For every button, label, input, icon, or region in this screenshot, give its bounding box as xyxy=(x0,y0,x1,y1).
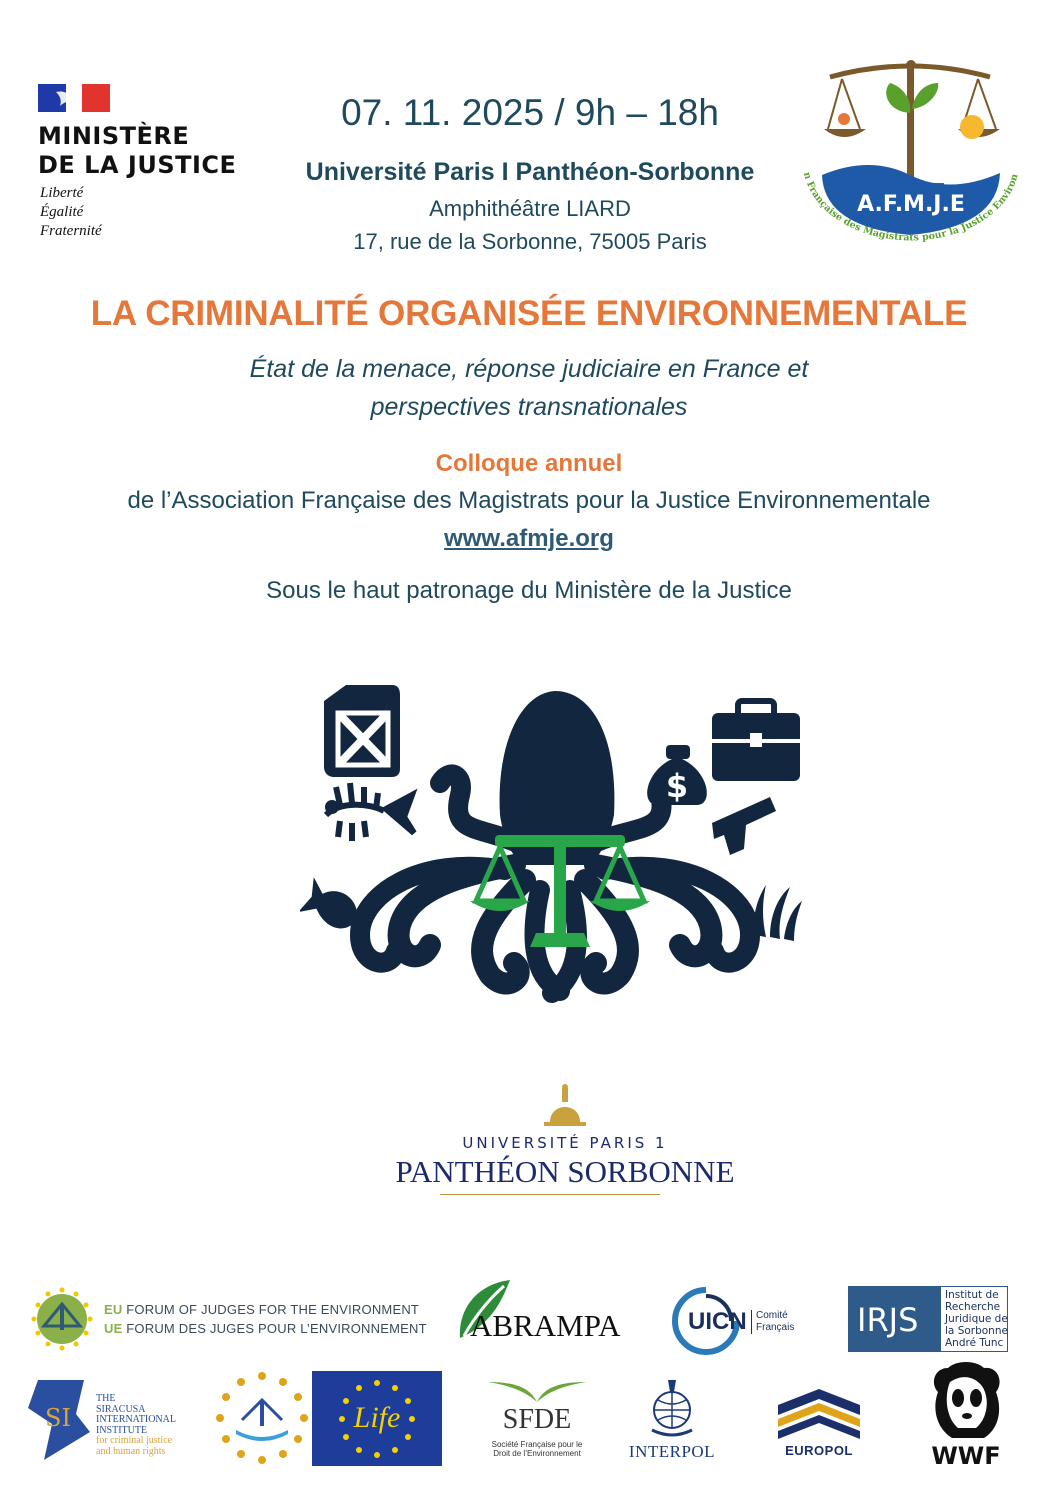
patronage-line: Sous le haut patronage du Ministère de la Justice xyxy=(266,577,792,604)
uicn-sub2: Français xyxy=(756,1322,795,1333)
event-address: 17, rue de la Sorbonne, 75005 Paris xyxy=(353,229,707,254)
ministry-motto xyxy=(40,184,102,241)
irjs-desc xyxy=(945,1289,1008,1349)
ministry-title-line1: MINISTÈRE xyxy=(38,122,190,150)
siracusa-line: and human rights xyxy=(96,1445,166,1457)
interpol-text: INTERPOL xyxy=(628,1442,716,1461)
partner-life-logo xyxy=(312,1371,442,1466)
association-line: de l’Association Française des Magistrats pour la Justice Environnementale xyxy=(127,487,931,514)
irjs-desc-line: la Sorbonne xyxy=(945,1325,1008,1337)
panda-icon xyxy=(928,1358,1004,1442)
event-university: Université Paris I Panthéon-Sorbonne xyxy=(305,158,755,186)
partner-abrampa-logo xyxy=(454,1278,639,1344)
afmje-scale-icon xyxy=(790,55,1030,265)
money-bag-icon xyxy=(647,745,707,805)
eufje-prefix: UE xyxy=(104,1321,123,1336)
pantheon-dome-icon xyxy=(540,1082,590,1130)
svg-text:SI: SI xyxy=(45,1404,71,1432)
siracusa-line: for criminal justice xyxy=(96,1435,173,1446)
partner-europol-logo xyxy=(774,1385,864,1461)
eufje-rest: FORUM DES JUGES POUR L’ENVIRONNEMENT xyxy=(122,1321,427,1336)
sorbonne-logo xyxy=(380,1082,750,1197)
event-room: Amphithéâtre LIARD xyxy=(429,196,631,221)
eufje-rest: FORUM OF JUDGES FOR THE ENVIRONMENT xyxy=(122,1302,420,1317)
eufje-line2 xyxy=(104,1321,427,1336)
partner-eu-stars-logo xyxy=(214,1370,310,1466)
sfde-sub2: Droit de l’Environnement xyxy=(493,1449,581,1458)
eufje-line1 xyxy=(104,1302,419,1317)
main-subtitle xyxy=(0,350,1058,426)
irjs-desc-line: Institut de xyxy=(945,1289,999,1301)
uicn-divider xyxy=(751,1310,752,1334)
life-text: Life xyxy=(353,1401,401,1434)
briefcase-icon xyxy=(712,701,800,781)
sfde-sub xyxy=(482,1440,592,1458)
grass-icon xyxy=(754,885,802,941)
sfde-text: SFDE xyxy=(502,1404,572,1435)
afmje-ring-text: n Française des Magistrats pour la Justice Environ xyxy=(800,171,1021,244)
europol-chevrons-icon xyxy=(776,1385,862,1441)
irjs-desc-line: André Tunc xyxy=(945,1337,1004,1349)
svg-text:$: $ xyxy=(665,767,689,805)
handgun-icon xyxy=(712,797,776,855)
siracusa-line: INTERNATIONAL xyxy=(96,1414,176,1425)
interpol-emblem-icon xyxy=(648,1378,696,1440)
subtitle-line2: perspectives transnationales xyxy=(370,393,688,421)
afmje-acronym: A.F.M.J.E xyxy=(857,192,965,217)
sfde-sub1: Société Française pour le xyxy=(491,1440,583,1449)
irjs-text: IRJS xyxy=(857,1301,919,1339)
partner-eufje-logo xyxy=(28,1286,427,1352)
sorbonne-line1: UNIVERSITÉ PARIS 1 xyxy=(462,1134,668,1152)
partner-sfde-logo xyxy=(482,1378,592,1470)
siracusa-emblem-icon xyxy=(24,1374,96,1464)
marianne-flag-icon xyxy=(38,84,110,112)
abrampa-text: ABRAMPA xyxy=(470,1308,621,1343)
eufje-emblem-icon xyxy=(28,1286,96,1352)
partner-interpol-logo xyxy=(622,1378,722,1464)
partner-uicn-logo xyxy=(668,1286,808,1356)
siracusa-line: THE xyxy=(96,1393,116,1404)
motto-liberte: Liberté xyxy=(40,185,84,201)
fish-skeleton-icon xyxy=(326,783,414,841)
jerrycan-icon xyxy=(324,685,400,777)
irjs-desc-line: Recherche xyxy=(945,1301,1001,1313)
ministry-title-line2: DE LA JUSTICE xyxy=(38,151,237,179)
partner-wwf-logo xyxy=(928,1358,1004,1470)
uicn-sub1: Comité xyxy=(756,1310,788,1321)
siracusa-text xyxy=(96,1394,176,1457)
wwf-text: WWF xyxy=(931,1442,1001,1470)
sfde-wings-icon xyxy=(486,1378,588,1404)
motto-egalite: Égalité xyxy=(40,204,84,220)
uicn-sub xyxy=(756,1310,794,1334)
motto-fraternite: Fraternité xyxy=(40,223,102,239)
siracusa-line: SIRACUSA xyxy=(96,1403,146,1415)
partner-siracusa-logo xyxy=(24,1374,194,1464)
europol-text: EUROPOL xyxy=(785,1443,853,1458)
website-link-text[interactable]: www.afmje.org xyxy=(444,525,614,552)
eu-stars-scale-icon xyxy=(214,1370,310,1466)
uicn-text: UICN xyxy=(688,1308,747,1335)
partner-irjs-logo xyxy=(848,1286,1008,1352)
siracusa-line: INSTITUTE xyxy=(96,1424,148,1436)
colloque-heading: Colloque annuel xyxy=(435,450,623,477)
eufje-prefix: EU xyxy=(104,1302,123,1317)
subtitle-line1: État de la menace, réponse judiciaire en France et xyxy=(249,355,809,383)
sorbonne-underline xyxy=(440,1194,660,1195)
octopus-illustration xyxy=(300,675,810,1035)
event-date: 07. 11. 2025 / 9h – 18h xyxy=(341,92,719,133)
afmje-logo xyxy=(790,55,1030,265)
main-title: LA CRIMINALITÉ ORGANISÉE ENVIRONNEMENTALE xyxy=(90,294,968,333)
irjs-desc-line: Juridique de xyxy=(945,1313,1008,1325)
website-link[interactable] xyxy=(0,525,1058,553)
sorbonne-line2: PANTHÉON SORBONNE xyxy=(395,1154,735,1189)
